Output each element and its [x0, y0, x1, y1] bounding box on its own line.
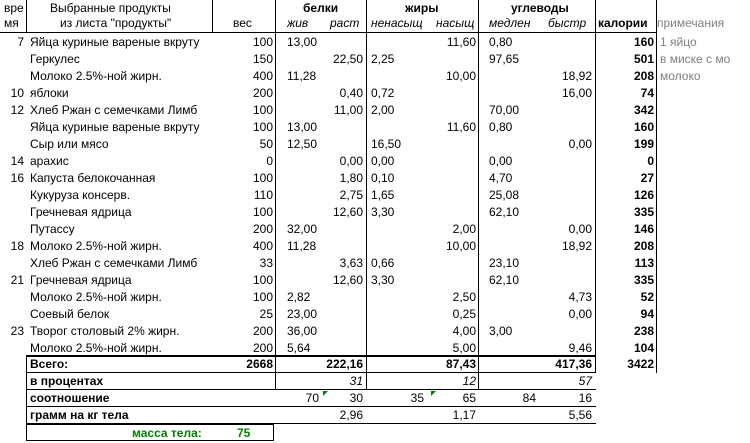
row-carbs-slow: 0,80 — [489, 120, 513, 134]
row-product-name: Яйца куриные вареные вкруту — [30, 35, 200, 49]
row-proteins-animal: 5,64 — [287, 341, 311, 355]
row-fats-unsat: 3,30 — [371, 273, 395, 287]
row-weight: 400 — [252, 239, 273, 253]
percent-proteins: 31 — [349, 374, 363, 388]
row-product-name: Хлеб Ржан с семечками Лимб — [30, 256, 198, 270]
percent-carbs: 57 — [578, 374, 592, 388]
row-fats-sat: 2,00 — [452, 222, 476, 236]
time-header-1: вре — [4, 1, 24, 15]
proteins-header: белки — [303, 1, 339, 15]
row-fats-unsat: 0,66 — [371, 256, 395, 270]
row-product-name: Сыр или мясо — [30, 137, 109, 151]
row-carbs-fast: 0,00 — [568, 222, 592, 236]
row-product-name: Молоко 2.5%-ной жирн. — [30, 341, 162, 355]
ratio-carbs-slow: 84 — [522, 391, 536, 405]
row-fats-unsat: 16,50 — [371, 137, 402, 151]
totals-weight: 2668 — [246, 357, 273, 371]
row-weight: 110 — [253, 188, 273, 202]
row-proteins-plant: 3,63 — [339, 256, 363, 270]
row-fats-sat: 2,50 — [452, 290, 476, 304]
row-carbs-fast: 0,00 — [568, 307, 592, 321]
row-weight: 200 — [252, 341, 273, 355]
row-time: 10 — [10, 86, 24, 100]
row-product-name: Молоко 2.5%-ной жирн. — [30, 69, 162, 83]
row-calories: 146 — [633, 222, 654, 236]
ratio-proteins-animal: 70 — [305, 391, 319, 405]
fats-sat-header: насыщ — [436, 16, 475, 30]
row-product-name: Гречневая ядрица — [30, 273, 132, 287]
row-carbs-slow: 0,80 — [489, 35, 513, 49]
totals-label: Всего: — [30, 357, 69, 371]
header-bottom-line — [0, 32, 656, 33]
row-fats-unsat: 2,25 — [371, 52, 395, 66]
row-weight: 0 — [266, 154, 273, 168]
row-carbs-fast: 18,92 — [561, 239, 592, 253]
row-proteins-plant: 2,75 — [339, 188, 363, 202]
row-time: 18 — [10, 239, 24, 253]
row-weight: 100 — [252, 103, 273, 117]
row-proteins-plant: 0,00 — [339, 154, 363, 168]
row-proteins-plant: 1,80 — [339, 171, 363, 185]
row-calories: 113 — [634, 256, 654, 270]
body-mass-value[interactable]: 75 — [237, 426, 251, 440]
ratio-fats-sat: 65 — [462, 391, 476, 405]
percent-label: в процентах — [30, 374, 104, 388]
ratio-carbs-fast: 16 — [578, 391, 592, 405]
row-weight: 400 — [252, 69, 273, 83]
row-product-name: Хлеб Ржан с семечками Лимб — [30, 103, 198, 117]
row-fats-sat: 10,00 — [445, 69, 476, 83]
row-fats-sat: 5,00 — [452, 341, 476, 355]
row-weight: 200 — [252, 222, 273, 236]
row-calories: 208 — [633, 239, 654, 253]
row-calories: 27 — [640, 171, 654, 185]
row-calories: 501 — [633, 52, 654, 66]
row-carbs-slow: 23,10 — [489, 256, 520, 270]
row-calories: 74 — [640, 86, 654, 100]
row-carbs-fast: 18,92 — [561, 69, 592, 83]
row-carbs-slow: 62,10 — [489, 273, 520, 287]
row-calories: 0 — [647, 154, 654, 168]
row-calories: 342 — [633, 103, 654, 117]
row-proteins-animal: 11,28 — [287, 239, 317, 253]
row-proteins-animal: 2,82 — [287, 290, 311, 304]
col-line-3 — [275, 0, 276, 390]
row-weight: 100 — [252, 205, 273, 219]
row-fats-sat: 0,25 — [452, 307, 476, 321]
row-carbs-slow: 4,70 — [489, 171, 513, 185]
row-carbs-slow: 97,65 — [489, 52, 520, 66]
totals-calories: 3422 — [627, 357, 654, 371]
row-fats-unsat: 0,00 — [371, 154, 395, 168]
row-proteins-animal: 36,00 — [287, 324, 318, 338]
row-fats-unsat: 0,72 — [371, 86, 395, 100]
totals-proteins: 222,16 — [326, 357, 363, 371]
row-time: 12 — [10, 103, 24, 117]
row-proteins-animal: 13,00 — [287, 120, 318, 134]
row-time: 21 — [10, 273, 24, 287]
row-weight: 100 — [252, 273, 273, 287]
row-calories: 94 — [640, 307, 654, 321]
notes-header: примечания — [657, 16, 725, 30]
body-mass-label: масса тела: — [132, 426, 202, 440]
products-header-1: Выбранные продукты — [50, 1, 171, 15]
row-calories: 335 — [633, 205, 654, 219]
row-fats-sat: 11,60 — [446, 35, 476, 49]
row-product-name: Соевый белок — [30, 307, 110, 321]
row-calories: 199 — [633, 137, 654, 151]
carbs-slow-header: медлен — [489, 16, 531, 30]
fats-unsat-header: ненасыщ — [371, 16, 423, 30]
products-header-2: из листа "продукты" — [60, 16, 172, 30]
row-product-name: Молоко 2.5%-ной жирн. — [30, 290, 162, 304]
col-line-2 — [212, 0, 213, 33]
row-weight: 50 — [259, 137, 273, 151]
row-weight: 150 — [252, 52, 273, 66]
row-carbs-fast: 16,00 — [561, 86, 592, 100]
row-proteins-plant: 12,60 — [332, 205, 363, 219]
col-line-7 — [656, 0, 657, 373]
row-carbs-slow: 0,00 — [489, 154, 513, 168]
totals-fats: 87,43 — [445, 357, 476, 371]
row-carbs-slow: 25,08 — [489, 188, 520, 202]
per-kg-fats: 1,17 — [452, 408, 476, 422]
col-line-4 — [366, 0, 367, 390]
ratio-label: соотношение — [30, 391, 110, 405]
carbs-fast-header: быстр — [548, 16, 587, 30]
left-border-line — [26, 355, 27, 424]
row-note: в миске с мо — [660, 52, 731, 66]
per-kg-proteins: 2,96 — [339, 408, 363, 422]
row-product-name: Творог столовый 2% жирн. — [30, 324, 180, 338]
row-product-name: Капуста белокочанная — [30, 171, 156, 185]
row-time: 23 — [10, 324, 24, 338]
row-time: 7 — [17, 35, 24, 49]
row-proteins-animal: 23,00 — [287, 307, 318, 321]
row-fats-sat: 11,60 — [446, 120, 476, 134]
row-carbs-fast: 0,00 — [568, 137, 592, 151]
row-weight: 100 — [252, 120, 273, 134]
row-fats-unsat: 0,10 — [371, 171, 395, 185]
row-product-name: Яйца куриные вареные вкруту — [30, 120, 200, 134]
row-calories: 238 — [633, 324, 654, 338]
row-time: 16 — [10, 171, 24, 185]
per-kg-carbs: 5,56 — [568, 408, 592, 422]
row-proteins-animal: 32,00 — [287, 222, 318, 236]
row-proteins-animal: 11,28 — [287, 69, 317, 83]
row-calories: 335 — [633, 273, 654, 287]
row-note: молоко — [660, 69, 701, 83]
row-product-name: арахис — [30, 154, 69, 168]
row-weight: 100 — [252, 35, 273, 49]
carbs-header: углеводы — [511, 1, 569, 15]
row-calories: 160 — [633, 120, 654, 134]
per-kg-label: грамм на кг тела — [30, 408, 129, 422]
ratio-fats-unsat: 35 — [410, 391, 424, 405]
row-product-name: Гречневая ядрица — [30, 205, 132, 219]
row-proteins-plant: 11,00 — [333, 103, 363, 117]
row-proteins-animal: 12,50 — [287, 137, 318, 151]
row-weight: 33 — [259, 256, 273, 270]
ratio-proteins-plant: 30 — [349, 391, 363, 405]
row-carbs-slow: 70,00 — [489, 103, 520, 117]
row-calories: 126 — [633, 188, 654, 202]
col-line-1 — [26, 0, 27, 33]
row-calories: 208 — [633, 69, 654, 83]
row-product-name: Путассу — [30, 222, 75, 236]
percent-fats: 12 — [462, 374, 476, 388]
proteins-animal-header: жив — [287, 16, 309, 30]
col-line-6 — [595, 0, 596, 373]
row-time: 14 — [10, 154, 24, 168]
row-carbs-fast: 4,73 — [568, 290, 592, 304]
col-line-5 — [478, 0, 479, 390]
row-fats-unsat: 3,30 — [371, 205, 395, 219]
row-fats-sat: 10,00 — [445, 239, 476, 253]
row-calories: 104 — [633, 341, 654, 355]
row-fats-sat: 4,00 — [452, 324, 476, 338]
row-weight: 100 — [252, 171, 273, 185]
row-product-name: яблоки — [30, 86, 69, 100]
row-calories: 160 — [633, 35, 654, 49]
totals-carbs: 417,36 — [555, 357, 592, 371]
row-carbs-slow: 3,00 — [489, 324, 513, 338]
row-weight: 200 — [252, 86, 273, 100]
row-product-name: Геркулес — [30, 52, 80, 66]
row-proteins-plant: 12,60 — [332, 273, 363, 287]
proteins-plant-header: раст — [330, 16, 360, 30]
row-calories: 52 — [640, 290, 654, 304]
row-weight: 200 — [252, 324, 273, 338]
calories-header: калории — [598, 16, 648, 30]
row-proteins-animal: 13,00 — [287, 35, 318, 49]
row-note: 1 яйцо — [660, 35, 697, 49]
row-proteins-plant: 22,50 — [332, 52, 363, 66]
row-fats-unsat: 1,65 — [371, 188, 395, 202]
row-weight: 25 — [259, 307, 273, 321]
row-carbs-fast: 9,46 — [568, 341, 592, 355]
time-header-2: мя — [4, 16, 19, 30]
weight-header: вес — [233, 16, 252, 30]
row-product-name: Молоко 2.5%-ной жирн. — [30, 239, 162, 253]
row-proteins-plant: 0,40 — [339, 86, 363, 100]
row-product-name: Кукуруза консерв. — [30, 188, 131, 202]
row-weight: 100 — [252, 290, 273, 304]
row-fats-unsat: 2,00 — [371, 103, 395, 117]
row-carbs-slow: 62,10 — [489, 205, 520, 219]
fats-header: жиры — [405, 1, 439, 15]
